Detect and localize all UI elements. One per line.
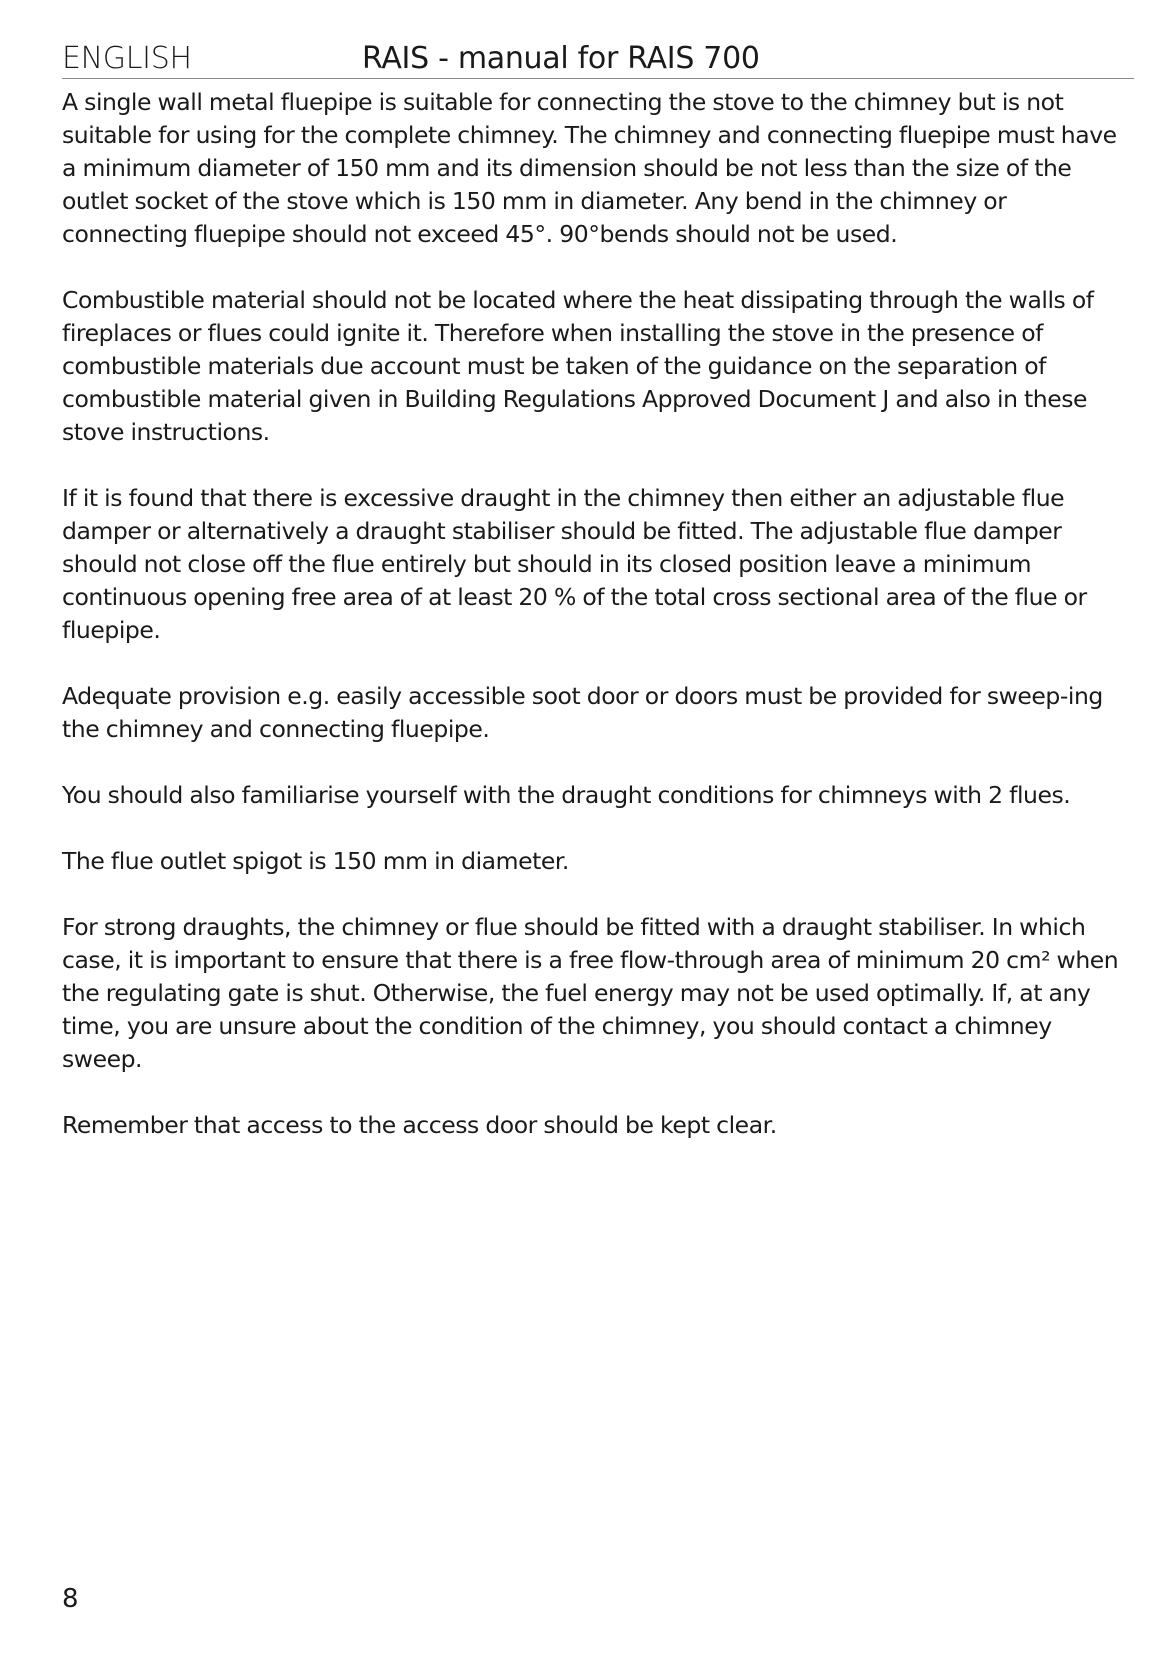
paragraph-sweeping-provision: Adequate provision e.g. easily accessible soot door or doors must be provided for sweep-ing the chimney and connecting fluepipe. [62, 682, 1103, 743]
paragraph-excessive-draught: If it is found that there is excessive draught in the chimney then either an adjustable flue damper or alternatively a draught stabiliser should be fitted. The adjustable flue damper should not close off the flue entirely but should in its closed position leave a minimum continuous opening free area of at least 20 % of the total cross sectional area of the flue or fluepipe. [62, 484, 1087, 644]
language-label: ENGLISH [62, 41, 192, 76]
paragraph-access-door: Remember that access to the access door should be kept clear. [62, 1111, 777, 1139]
paragraph-draught-conditions: You should also familiarise yourself with the draught conditions for chimneys with 2 flues. [62, 781, 1071, 809]
page-number: 8 [62, 1584, 79, 1614]
page-header [62, 40, 1134, 79]
paragraph-strong-draughts: For strong draughts, the chimney or flue should be fitted with a draught stabiliser. In which case, it is important to ensure that there is a free flow-through area of minimum 20 cm² when the regulating gate is shut. Otherwise, the fuel energy may not be used optimally. If, at any time, you are unsure about the condition of the chimney, you should contact a chimney sweep. [62, 913, 1119, 1073]
paragraph-combustible-material: Combustible material should not be located where the heat dissipating through the walls of fireplaces or flues could ignite it. Therefore when installing the stove in the presence of combustible materials due account must be taken of the guidance on the separation of combustible material given in Building Regulations Approved Document J and also in these stove instructions. [62, 286, 1094, 446]
manual-title: RAIS - manual for RAIS 700 [362, 41, 760, 76]
paragraph-fluepipe: A single wall metal fluepipe is suitable for connecting the stove to the chimney but is not suitable for using for the complete chimney. The chimney and connecting fluepipe must have a minimum diameter of 150 mm and its dimension should be not less than the size of the outlet socket of the stove which is 150 mm in diameter. Any bend in the chimney or connecting fluepipe should not exceed 45°. 90°bends should not be used. [62, 88, 1117, 248]
document-body [62, 86, 1122, 1175]
paragraph-outlet-spigot: The flue outlet spigot is 150 mm in diameter. [62, 847, 569, 875]
